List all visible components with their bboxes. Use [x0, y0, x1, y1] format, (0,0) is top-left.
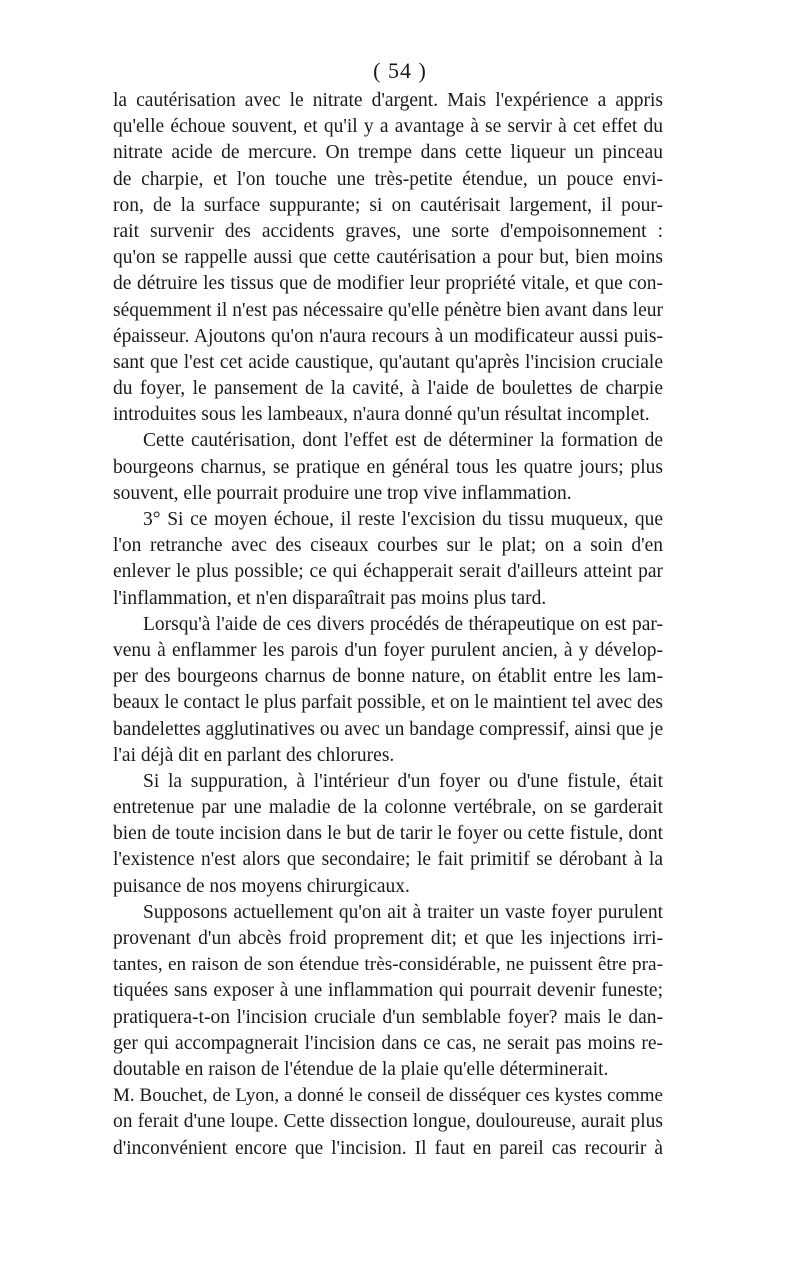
text-line: d'inconvénient encore que l'incision. Il faut en pareil cas recourir à [113, 1137, 663, 1159]
text-line: séquemment il n'est pas nécessaire qu'elle pénètre bien avant dans leur [113, 299, 663, 321]
text-line: enlever le plus possible; ce qui échapperait serait d'ailleurs atteint par [113, 561, 663, 583]
text-line: souvent, elle pourrait produire une trop vive inflammation. [113, 482, 572, 504]
text-line: tiquées sans exposer à une inflammation qui pourrait devenir funeste; [113, 980, 663, 1002]
text-line: per des bourgeons charnus de bonne nature, on établit entre les lam- [113, 666, 663, 688]
text-line: la cautérisation avec le nitrate d'argent. Mais l'expérience a appris [113, 90, 663, 111]
text-line: du foyer, le pansement de la cavité, à l'aide de boulettes de charpie [113, 378, 663, 400]
text-line: de charpie, et l'on touche une très-petite étendue, un pouce envi- [113, 168, 663, 190]
text-line: M. Bouchet, de Lyon, a donné le conseil de disséquer ces kystes comme [113, 1085, 663, 1107]
text-line: l'on retranche avec des ciseaux courbes sur le plat; on a soin d'en [113, 535, 663, 557]
text-line: l'existence n'est alors que secondaire; le fait primitif se dérobant à la [113, 849, 663, 871]
text-line: de détruire les tissus que de modifier leur propriété vitale, et que con- [113, 273, 663, 295]
text-line: qu'elle échoue souvent, et qu'il y a avantage à se servir à cet effet du [113, 116, 663, 138]
text-line: bien de toute incision dans le but de tarir le foyer ou cette fistule, dont [113, 823, 663, 845]
text-line: ger qui accompagnerait l'incision dans ce cas, ne serait pas moins re- [113, 1032, 663, 1054]
text-line: sant que l'est cet acide caustique, qu'autant qu'après l'incision cruciale [113, 351, 663, 373]
text-line: Cette cautérisation, dont l'effet est de déterminer la formation de [143, 430, 663, 452]
text-line: l'inflammation, et n'en disparaîtrait pas moins plus tard. [113, 587, 547, 609]
text-line: bourgeons charnus, se pratique en général tous les quatre jours; plus [113, 456, 663, 478]
text-line: nitrate acide de mercure. On trempe dans cette liqueur un pinceau [113, 142, 663, 164]
page-number: ( 54 ) [373, 58, 427, 83]
text-line: entretenue par une maladie de la colonne vertébrale, on se garderait [113, 797, 663, 819]
body-text [113, 88, 663, 1162]
text-line: on ferait d'une loupe. Cette dissection longue, douloureuse, aurait plus [113, 1111, 663, 1133]
text-line: venu à enflammer les parois d'un foyer purulent ancien, à y dévelop- [113, 639, 663, 661]
text-line: pratiquera-t-on l'incision cruciale d'un semblable foyer? mais le dan- [113, 1006, 663, 1028]
text-line: qu'on se rappelle aussi que cette cautérisation a pour but, bien moins [113, 247, 663, 269]
text-line: introduites sous les lambeaux, n'aura donné qu'un résultat incomplet. [113, 404, 650, 426]
text-line: Lorsqu'à l'aide de ces divers procédés de thérapeutique on est par- [143, 613, 663, 635]
text-line: provenant d'un abcès froid proprement dit; et que les injections irri- [113, 928, 663, 949]
text-line: bandelettes agglutinatives ou avec un bandage compressif, ainsi que je [113, 718, 664, 740]
text-line: ron, de la surface suppurante; si on cautérisait largement, il pour- [113, 194, 663, 216]
text-line: Supposons actuellement qu'on ait à traiter un vaste foyer purulent [143, 901, 663, 923]
text-line: beaux le contact le plus parfait possible, et on le maintient tel avec des [113, 692, 663, 714]
text-line: puisance de nos moyens chirurgicaux. [113, 875, 410, 897]
text-line: l'ai déjà dit en parlant des chlorures. [113, 744, 395, 766]
text-line: épaisseur. Ajoutons qu'on n'aura recours à un modificateur aussi puis- [113, 325, 663, 347]
text-line: rait survenir des accidents graves, une sorte d'empoisonnement : [113, 220, 663, 242]
text-line: tantes, en raison de son étendue très-considérable, ne puissent être pra- [113, 954, 663, 976]
text-line: 3° Si ce moyen échoue, il reste l'excision du tissu muqueux, que [143, 509, 663, 530]
text-line: Si la suppuration, à l'intérieur d'un foyer ou d'une fistule, était [143, 770, 663, 792]
text-line: doutable en raison de l'étendue de la plaie qu'elle déterminerait. [113, 1058, 609, 1080]
